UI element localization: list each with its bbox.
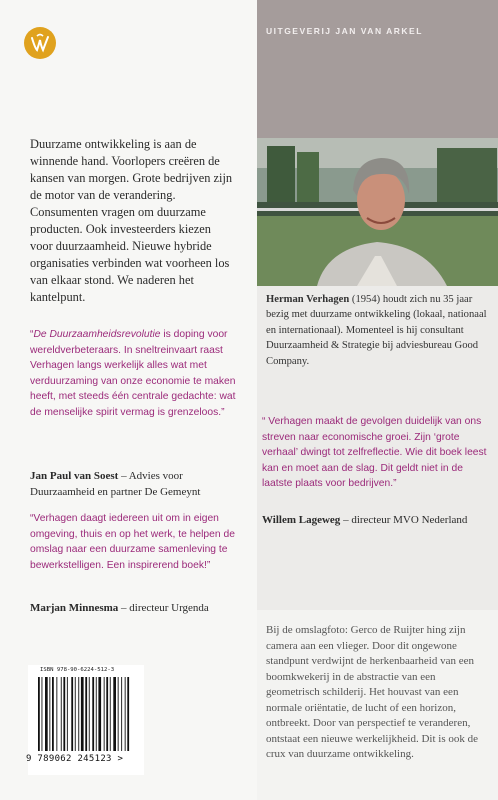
quote-3-role: – directeur MVO Nederland xyxy=(340,514,468,526)
author-bio xyxy=(266,292,491,369)
quote-2-role: – directeur Urgenda xyxy=(118,602,209,614)
barcode-digits: 9 789062 245123 > xyxy=(26,754,124,764)
barcode-bar xyxy=(89,677,90,751)
barcode-bar xyxy=(96,677,97,751)
barcode-bar xyxy=(121,677,122,751)
barcode-bar xyxy=(127,677,129,751)
quote-3-attribution xyxy=(262,513,490,529)
barcode-bar xyxy=(110,677,111,751)
barcode-bar xyxy=(56,677,57,751)
publisher-banner xyxy=(257,0,498,138)
barcode-bar xyxy=(42,677,43,751)
barcode-bar xyxy=(71,677,73,751)
book-title: De Duurzaamheidsrevolutie xyxy=(33,329,161,340)
barcode-bar xyxy=(45,677,48,751)
barcode-bar xyxy=(104,677,105,751)
barcode-bar xyxy=(113,677,116,751)
barcode-bar xyxy=(78,677,79,751)
quote-3-name: Willem Lageweg xyxy=(262,514,341,526)
barcode-bar xyxy=(49,677,50,751)
barcode-bar xyxy=(81,677,84,751)
barcode-bar xyxy=(75,677,76,751)
barcode-bar xyxy=(67,677,68,751)
barcode-bar xyxy=(52,677,54,751)
barcode-bar xyxy=(118,677,119,751)
quote-3: “ Verhagen maakt de gevolgen duidelijk van ons streven naar economische groei. Zijn ‘grote verhaal’ dwingt tot zelfreflectie. Wie dit boek leest kan en moet aan de slag. Dit geldt niet in de laatste plaats voor bedrijven.” xyxy=(262,416,487,490)
author-photo xyxy=(257,138,498,286)
quote-2: “Verhagen daagt iedereen uit om in eigen omgeving, thuis en op het werk, te helpen de omslag naar een duurzame samenleving te bewerkstelligen. Een inspirerend boek!” xyxy=(30,513,235,571)
quote-1 xyxy=(30,327,245,421)
barcode-bar xyxy=(85,677,87,751)
barcode-bar xyxy=(106,677,108,751)
publisher-name: UITGEVERIJ JAN VAN ARKEL xyxy=(266,26,423,36)
barcode-bar xyxy=(61,677,62,751)
author-bio-text: (1954) houdt zich nu 35 jaar bezig met duurzame ontwikkeling (lokaal, nationaal en internationaal). Momenteel is hij consultant Duurzaamheid & Strategie bij adviesbureau Good Company. xyxy=(266,294,487,367)
cover-photo-caption: Bij de omslagfoto: Gerco de Ruijter hing zijn camera aan een vlieger. Door dit ongewone standpunt verdwijnt de herkenbaarheid van een boomkwekerij in de abstractie van een geometrisch schilderij. Het houvast van een normale oriëntatie, de lucht of een horizon, ontbreekt. Door van perspectief te veranderen, ontstaat een nieuwe werkelijkheid. Dit is ook de crux van duurzame ontwikkeling. xyxy=(266,624,478,760)
barcode-bar xyxy=(125,677,126,751)
barcode-bar xyxy=(63,677,65,751)
barcode-bar xyxy=(98,677,101,751)
quote-1-role: – Advies voor Duurzaamheid en partner De Gemeynt xyxy=(30,470,201,498)
quote-2-attribution xyxy=(30,601,245,617)
barcode-bar xyxy=(92,677,94,751)
quote-2-name: Marjan Minnesma xyxy=(30,602,119,614)
isbn-label: ISBN 978-90-6224-512-3 xyxy=(40,667,115,673)
quote-1-text: is doping voor wereldverbeteraars. In sneltreinvaart raast Verhagen langs werkelijk alles wat met verduurzaming van onze economie te maken heeft, met steeds één centrale gedachte: wat de menselijke spirit vermag is grenzeloos.” xyxy=(30,329,236,418)
barcode-bar xyxy=(38,677,40,751)
publisher-logo-icon xyxy=(23,26,57,60)
quote-1-name: Jan Paul van Soest xyxy=(30,470,119,482)
quote-1-attribution xyxy=(30,469,245,500)
author-name: Herman Verhagen xyxy=(266,294,350,305)
quote-1-open: “ xyxy=(30,329,34,340)
intro-text: Duurzame ontwikkeling is aan de winnende hand. Voorlopers creëren de kansen van morgen. Grote bedrijven zijn de motor van de verandering. Consumenten vragen om duurzame producten. Ook investeerders kiezen voor duurzaamheid. Nieuwe hybride organisaties verbinden wat voorheen los van elkaar stond. We naderen het kantelpunt. xyxy=(30,137,233,304)
